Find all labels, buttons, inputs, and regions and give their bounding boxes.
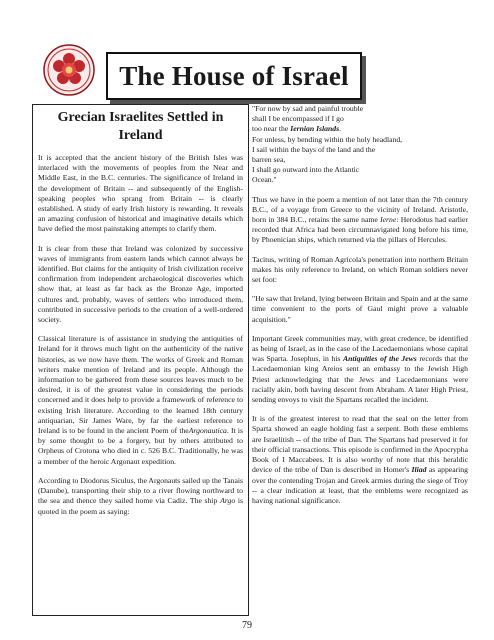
paragraph: Classical literature is of assistance in studying the antiquities of Ireland for it throws much light on the authenticity of the native histories, as we now have them. The works of Greek and Roman writers make mention of Ireland and its people. Although the information to be gathered from these sources leaves much to be desired, it is of the greatest value in considering the periods concerned and it does help to provide a framework of reference to existing Irish literature. According to the learned 18th century antiquarian, Sir James Ware, by far the earliest reference to Ireland is to be found in the ancient Poem of theArgonautica. It is by some thought to be a forgery, but by others attributed to Orpheus of Crotona who died in c. 526 B.C. Traditionally, he was a member of the heroic Argonaut expedition. <box>38 334 243 466</box>
left-column <box>32 104 249 616</box>
poem-line: shall I be encompassed if I go <box>252 114 344 124</box>
paragraph: It is of the greatest interest to read that the seal on the letter from Sparta showed an eagle holding fast a serpent. Both these emblems are Israelitish -- of the tribe of Dan. The Spartans had preserved it for their official transactions. This episode is confirmed in the Apocrypha Book of I Maccabees. It is also worthy of note that this heraldic device of the tribe of Dan is described in Homer's Iliad as appearing over the contending Trojan and Greek armies during the siege of Troy -- a clear indication at least, that the emblems were recognized as having national significance. <box>252 414 468 505</box>
paragraph: Tacitus, writing of Roman Agricola's penetration into northern Britain makes his only reference to Ireland, on which Roman soldiers never set foot: <box>252 254 468 285</box>
page-title-box <box>106 52 362 100</box>
page-title: The House of Israel <box>119 60 349 91</box>
paragraph: It is clear from these that Ireland was colonized by successive waves of immigrants from eastern lands which cannot always be identified. But claims for the antiquity of Irish civilization receive confirmation from independent archaeological discoveries which show that, at least as far back as the Bronze Age, imported cultures and, probably, waves of settlers who introduced them, contributed in successive periods to the creation of a well-ordered society. <box>38 243 243 325</box>
poem-line: Ocean." <box>252 175 277 185</box>
paragraph: According to Diodorus Siculus, the Argonauts sailed up the Tanais (Danube), transporting their ship to a river flowing northward to the sea and thence they sailed home via Cadiz. The ship Argo is quoted in the poem as saying: <box>38 475 244 516</box>
poem-line: I shall go outward into the Atlantic <box>252 165 360 175</box>
article-headline: Grecian Israelites Settled in Ireland <box>57 110 224 143</box>
paragraph: Thus we have in the poem a mention of not later than the 7th century B.C., of a voyage from Greece to the vicinity of Ireland. Aristotle, born in 384 B.C., retains the same name Ierne: Herodotus had earlier recorded that Africa had been circumnavigated long before his time, by Phoenician ships, which returned via the pillars of Hercules. <box>252 194 468 245</box>
poem-line: For unless, by bending within the holy headland, <box>252 134 403 144</box>
poem-line: "For now by sad and painful trouble <box>252 104 364 113</box>
poem-line: I sail within the bays of the land and the <box>252 144 376 154</box>
paragraph: "He saw that Ireland, lying between Britain and Spain and at the same time convenient to the ports of Gaul might prove a valuable acquisition." <box>252 294 468 324</box>
poem-line: too near the Iernian Islands. <box>252 124 342 134</box>
rose-seal-icon <box>43 44 95 96</box>
poem-line: barren sea, <box>252 155 286 165</box>
poem-quote <box>252 104 468 186</box>
paragraph: It is accepted that the ancient history of the British Isles was interlaced with the movements of peoples from the Near and Middle East, in the B.C. centuries. The significance of Ireland in the development of Britain -- and subsequently of the English-speaking peoples who sprang from Britain -- is clearly established. A study of early Irish history is rewarding. It reveals an amazing confusion of historical and imaginative details which have defied the most painstaking attempts to clarify them. <box>38 153 243 234</box>
paragraph: Important Greek communities may, with great credence, be identified as being of Israel, as in the case of the Lacedaemonians whose capital was Sparta. Josephus, in his Antiquities of the Jews records that the Lacedaemonian king Areios sent an embassy to the Jewish High Priest acknowledging that the Jews and Lacedaemonians were racially akin, both having descent from Abraham. A later High Priest, sending envoys to visit the Spartans recalled the incident. <box>252 333 469 405</box>
page-number: 79 <box>242 620 252 631</box>
right-column <box>250 104 468 614</box>
